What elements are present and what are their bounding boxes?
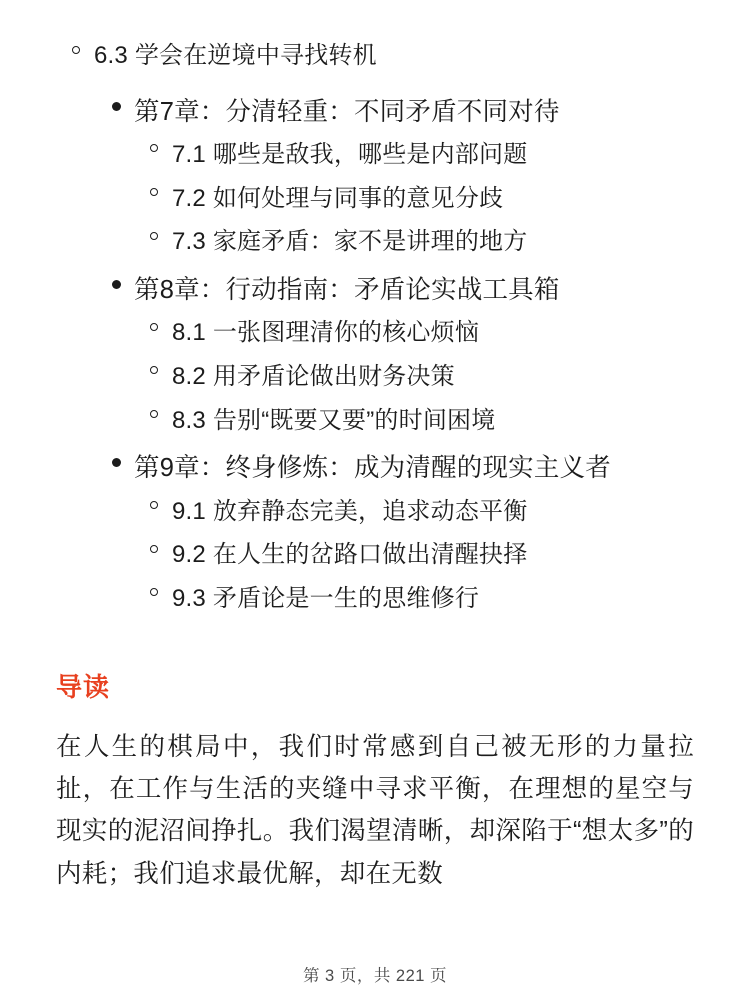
toc-chapter-9[interactable]: [56, 448, 694, 620]
list-item[interactable]: [134, 399, 694, 443]
toc-sub-label: 6.3 学会在逆境中寻找转机: [94, 42, 377, 69]
toc-chapter-7[interactable]: [56, 92, 694, 264]
hollow-bullet-icon: [150, 232, 158, 240]
list-item[interactable]: [134, 311, 694, 355]
toc-sub-list: [134, 311, 694, 442]
toc-sub-label: 8.2 用矛盾论做出财务决策: [172, 362, 455, 390]
filled-bullet-icon: [112, 280, 121, 289]
toc-chapter-label: 第8章：行动指南：矛盾论实战工具箱: [134, 275, 560, 304]
toc-sub-list: [134, 133, 694, 264]
toc-sub-label: 8.1 一张图理清你的核心烦恼: [172, 319, 480, 347]
section-heading: 导读: [56, 671, 111, 702]
list-item[interactable]: [56, 34, 694, 78]
hollow-bullet-icon: [150, 501, 158, 509]
toc-chapter-8[interactable]: [56, 270, 694, 442]
hollow-bullet-icon: [150, 366, 158, 374]
list-item[interactable]: [134, 490, 694, 534]
list-item[interactable]: [134, 355, 694, 399]
hollow-bullet-icon: [72, 46, 80, 54]
toc-sub-label: 7.2 如何处理与同事的意见分歧: [172, 184, 504, 212]
hollow-bullet-icon: [150, 188, 158, 196]
toc-chapter-label: 第7章：分清轻重：不同矛盾不同对待: [134, 97, 560, 126]
page-footer: 第 3 页，共 221 页: [302, 967, 448, 985]
toc-sub-label: 8.3 告别“既要又要”的时间困境: [172, 406, 496, 434]
hollow-bullet-icon: [150, 545, 158, 553]
toc-sub-label: 9.2 在人生的岔路口做出清醒抉择: [172, 541, 528, 569]
toc-chapter-label: 第9章：终身修炼：成为清醒的现实主义者: [134, 454, 611, 483]
table-of-contents: [56, 34, 694, 621]
toc-sub-label: 7.1 哪些是敌我，哪些是内部问题: [172, 140, 528, 168]
hollow-bullet-icon: [150, 144, 158, 152]
toc-sub-label: 7.3 家庭矛盾：家不是讲理的地方: [172, 228, 528, 256]
list-item[interactable]: [134, 177, 694, 221]
list-item[interactable]: [134, 133, 694, 177]
list-item[interactable]: [134, 220, 694, 264]
toc-sub-list: [134, 490, 694, 621]
toc-sub-label: 9.1 放弃静态完美，追求动态平衡: [172, 497, 528, 525]
hollow-bullet-icon: [150, 588, 158, 596]
list-item[interactable]: [134, 577, 694, 621]
hollow-bullet-icon: [150, 410, 158, 418]
toc-sub-label: 9.3 矛盾论是一生的思维修行: [172, 584, 480, 612]
body-paragraph: 在人生的棋局中，我们时常感到自己被无形的力量拉扯，在工作与生活的夹缝中寻求平衡，在理想的星空与现实的泥沼间挣扎。我们渴望清晰，却深陷于“想太多”的内耗；我们追求最优解，却在无数: [56, 732, 694, 888]
hollow-bullet-icon: [150, 323, 158, 331]
list-item[interactable]: [134, 533, 694, 577]
filled-bullet-icon: [112, 102, 121, 111]
filled-bullet-icon: [112, 458, 121, 467]
